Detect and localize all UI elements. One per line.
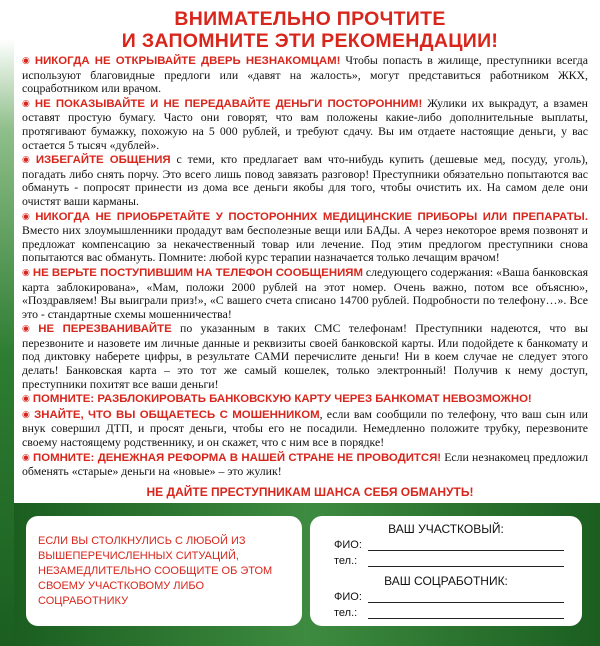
officer-name-field[interactable] bbox=[368, 550, 564, 551]
recommendation-item bbox=[22, 322, 588, 391]
recommendation-heading: НЕ ВЕРЬТЕ ПОСТУПИВШИМ НА ТЕЛЕФОН СООБЩЕНИЯМ bbox=[32, 266, 363, 279]
recommendation-item bbox=[22, 408, 588, 450]
recommendation-item bbox=[22, 97, 588, 152]
social-worker-name-field[interactable] bbox=[368, 602, 564, 603]
recommendation-heading: ЗНАЙТЕ, ЧТО ВЫ ОБЩАЕТЕСЬ С МОШЕННИКОМ bbox=[34, 408, 320, 421]
recommendation-item bbox=[22, 210, 588, 265]
recommendation-text: по указанным в таких СМС телефонам! Преступники надеются, что вы перезвоните и назовете им личные данные и реквизиты своей банковской карты. Или подойдете к банкомату и под диктовку наберете цифры, в результате САМИ перечислите деньги! Ни в коем случае не следует этого делать! Банковская карта – это тот же самый кошелек, только электронный! Получив к нему доступ, преступники похитят все ваши деньги! bbox=[22, 321, 588, 391]
title-line-2: И ЗАПОМНИТЕ ЭТИ РЕКОМЕНДАЦИИ! bbox=[121, 30, 499, 52]
recommendation-item bbox=[22, 266, 588, 321]
green-side-bar bbox=[0, 0, 14, 646]
officer-name-label: ФИО: bbox=[334, 539, 362, 551]
recommendation-text: Жулики их выкрадут, а взамен оставят простую бумагу. Часто они говорят, что вам положены какие-либо дополнительные выплаты, протягивают бумажку, похожую на 5 000 рублей, и требуют сдачу. Вы им отдаете настоящие деньги, у вас остается 5 тысяч «дублей». bbox=[22, 95, 588, 152]
social-worker-title: ВАШ СОЦРАБОТНИК: bbox=[384, 574, 508, 588]
recommendation-item bbox=[22, 392, 588, 407]
recommendation-item bbox=[22, 153, 588, 208]
target-bullet-icon: ◉ bbox=[22, 211, 33, 222]
target-bullet-icon: ◉ bbox=[22, 324, 36, 335]
target-bullet-icon: ◉ bbox=[22, 155, 33, 166]
recommendation-text: , если вам сообщили по телефону, что ваш сын или внук совершил ДТП, и просят деньги, чтобы его не посадили. Немедленно положите трубку, перезвоните своему настоящему родственнику, и он скажет, что с ним все в порядке! bbox=[22, 406, 588, 450]
target-bullet-icon: ◉ bbox=[22, 98, 32, 109]
contact-notice-card bbox=[26, 516, 302, 626]
contact-notice-text: ЕСЛИ ВЫ СТОЛКНУЛИСЬ С ЛЮБОЙ ИЗ ВЫШЕПЕРЕЧИСЛЕННЫХ СИТУАЦИЙ, НЕЗАМЕДЛИТЕЛЬНО СООБЩИТЕ ОБ ЭТОМ СВОЕМУ УЧАСТКОВОМУ ЛИБО СОЦРАБОТНИКУ bbox=[38, 535, 273, 607]
recommendation-heading: ПОМНИТЕ: РАЗБЛОКИРОВАТЬ БАНКОВСКУЮ КАРТУ ЧЕРЕЗ БАНКОМАТ НЕВОЗМОЖНО! bbox=[32, 393, 532, 406]
recommendation-heading: НИКОГДА НЕ ПРИОБРЕТАЙТЕ У ПОСТОРОННИХ МЕДИЦИНСКИЕ ПРИБОРЫ ИЛИ ПРЕПАРАТЫ. bbox=[35, 210, 588, 223]
target-bullet-icon: ◉ bbox=[22, 56, 32, 66]
recommendations-list bbox=[22, 54, 588, 480]
recommendation-heading: ИЗБЕГАЙТЕ ОБЩЕНИЯ bbox=[35, 154, 171, 167]
recommendation-text: Чтобы попасть в жилище, преступники всегда используют благовидные предлоги или «давят на жалость», могут представиться работником ЖКХ, соцработником или врачом. bbox=[22, 53, 588, 96]
recommendation-text: Если незнакомец предложил обменять «старые» деньги на «новые» – это жулик! bbox=[22, 449, 588, 479]
slogan: НЕ ДАЙТЕ ПРЕСТУПНИКАМ ШАНСА СЕБЯ ОБМАНУТЬ! bbox=[146, 485, 474, 499]
officer-phone-label: тел.: bbox=[334, 555, 358, 567]
recommendation-item bbox=[22, 54, 588, 96]
target-bullet-icon: ◉ bbox=[22, 452, 31, 463]
target-bullet-icon: ◉ bbox=[22, 267, 30, 278]
social-worker-name-label: ФИО: bbox=[334, 591, 362, 603]
page-title bbox=[30, 8, 590, 52]
recommendation-heading: ПОМНИТЕ: ДЕНЕЖНАЯ РЕФОРМА В НАШЕЙ СТРАНЕ НЕ ПРОВОДИТСЯ! bbox=[33, 451, 442, 464]
title-line-1: ВНИМАТЕЛЬНО ПРОЧТИТЕ bbox=[174, 8, 446, 30]
officer-phone-field[interactable] bbox=[368, 566, 564, 567]
recommendation-heading: НЕ ПЕРЕЗВАНИВАЙТЕ bbox=[38, 323, 172, 336]
recommendation-text: с теми, кто предлагает вам что-нибудь купить (дешевые мед, посуду, уголь), погадать либо снять порчу. Это всего лишь повод завязать разговор! Преступники обязательно попытаются вас обмануть - попросят принести из дома все деньги якобы для того, чтобы очистить их. На самом деле они очистят ваши карманы. bbox=[22, 152, 588, 208]
social-worker-phone-label: тел.: bbox=[334, 607, 358, 619]
recommendation-text: следующего содержания: «Ваша банковская карта заблокирована», «Мам, положи 2000 рублей на этот номер. Очень важно, потом все объясню», «Поздравляем! Вы выиграли приз!», «С вашего счета списано 14700 рублей. Подробности по телефону…». Все это - стандартные схемы мошенничества! bbox=[22, 264, 588, 321]
contact-form-card bbox=[310, 516, 582, 626]
social-worker-phone-field[interactable] bbox=[368, 618, 564, 619]
target-bullet-icon: ◉ bbox=[22, 409, 32, 420]
target-bullet-icon: ◉ bbox=[22, 394, 30, 405]
officer-title: ВАШ УЧАСТКОВЫЙ: bbox=[388, 522, 504, 536]
recommendation-heading: НЕ ПОКАЗЫВАЙТЕ И НЕ ПЕРЕДАВАЙТЕ ДЕНЬГИ ПОСТОРОННИМ! bbox=[34, 97, 423, 110]
recommendation-text: Вместо них злоумышленники продадут вам бесполезные вещи или БАДы. А через некоторое время позвонят и предложат компенсацию за некачественный товар или лечение. Под этим предлогом преступники снова попытаются вас обмануть. Помните: любой курс терапии назначается только лечащим врачом! bbox=[22, 223, 588, 265]
recommendation-heading: НИКОГДА НЕ ОТКРЫВАЙТЕ ДВЕРЬ НЕЗНАКОМЦАМ! bbox=[34, 55, 341, 67]
recommendation-item bbox=[22, 451, 588, 479]
